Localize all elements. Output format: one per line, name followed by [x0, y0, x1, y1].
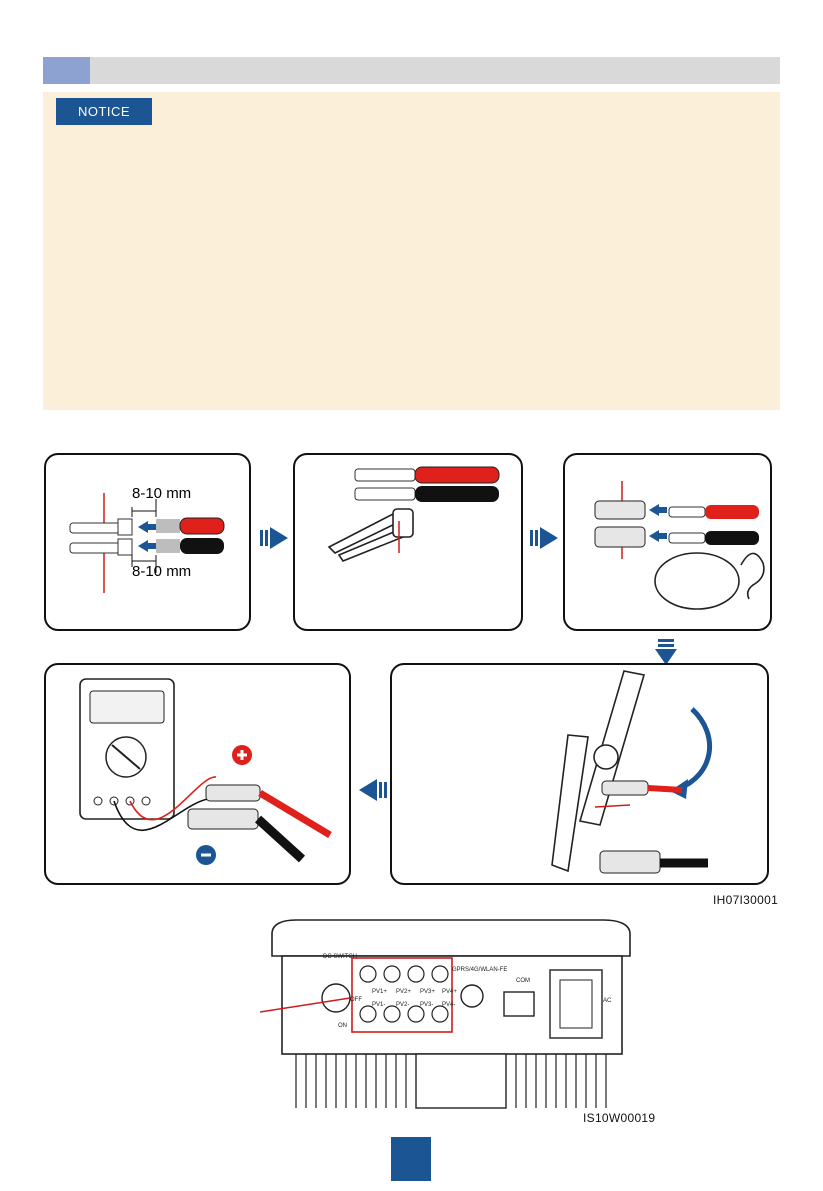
metal-contact-icon	[70, 519, 132, 555]
com-port	[504, 992, 534, 1016]
pv2-plus-label: PV2+	[396, 989, 411, 995]
antenna-port	[461, 985, 483, 1007]
pv3-plus-label: PV3+	[420, 989, 435, 995]
figure-code-inverter: IS10W00019	[583, 1111, 656, 1125]
notice-box	[43, 92, 780, 410]
step-insert-panel	[563, 453, 772, 631]
pv2-minus-label: PV2-	[396, 1002, 410, 1008]
dc-switch-off-label: OFF	[350, 997, 362, 1003]
com-port-label: COM	[516, 978, 530, 984]
multimeter-illustration	[46, 665, 349, 883]
multimeter-icon	[80, 679, 174, 819]
next-arrow-icon	[260, 527, 288, 549]
step-tighten-panel	[390, 663, 769, 885]
section-number-tab	[43, 57, 90, 84]
insert-contact-illustration	[565, 455, 770, 629]
ac-port-label: AC	[603, 998, 612, 1004]
step-crimp-panel	[293, 453, 523, 631]
ear-icon	[741, 553, 764, 599]
step-measure-panel	[44, 663, 351, 885]
strip-length-bottom-label: 8-10 mm	[132, 563, 192, 580]
pv3-minus-label: PV3-	[420, 1002, 434, 1008]
pv1-plus-label: PV1+	[372, 989, 387, 995]
pv4-minus-label: PV4-	[442, 1002, 456, 1008]
figure-code-connector: IH07I30001	[713, 893, 779, 907]
pv4-plus-label: PV4+	[442, 989, 457, 995]
down-arrow-icon	[655, 639, 677, 665]
next-arrow-icon	[530, 527, 558, 549]
rotate-arrow-icon	[678, 709, 710, 789]
notice-badge: NOTICE	[56, 98, 152, 125]
connector-housing-icon	[595, 501, 645, 547]
wrench-illustration	[392, 665, 767, 883]
dc-switch-on-label: ON	[338, 1023, 347, 1029]
click-sound-bubble	[655, 553, 739, 609]
crimp-tool-illustration	[295, 455, 521, 629]
section-header-bar	[43, 57, 780, 84]
gprs-port-label: GPRS/4G/WLAN-FE	[452, 967, 508, 973]
strip-cable-illustration	[46, 455, 249, 629]
crimping-tool-icon	[329, 509, 413, 561]
strip-length-top-label: 8-10 mm	[132, 485, 192, 502]
step-strip-panel	[44, 453, 251, 631]
dc-switch-label: DC SWITCH	[323, 954, 357, 960]
inverter-bottom-view	[260, 918, 640, 1118]
prev-arrow-icon	[359, 779, 387, 801]
wrench-icon	[552, 671, 644, 871]
pv1-minus-label: PV1-	[372, 1002, 386, 1008]
page-number-box	[391, 1137, 431, 1181]
vent-grille	[416, 1054, 506, 1108]
